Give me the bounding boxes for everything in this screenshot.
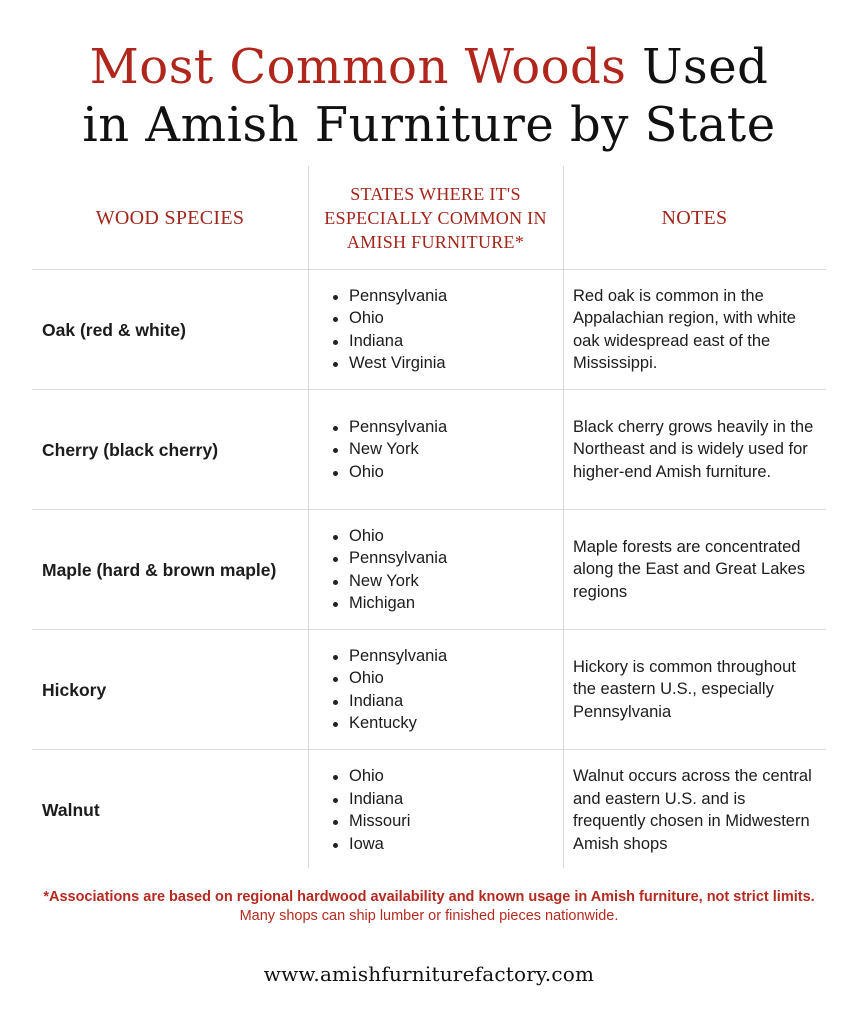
notes-cell: Red oak is common in the Appalachian region, with white oak widespread east of the Mississippi.: [573, 286, 796, 372]
species-cell: Walnut: [42, 800, 100, 820]
state-item: Pennsylvania: [332, 416, 563, 439]
state-item: Ohio: [332, 765, 563, 788]
state-item: Pennsylvania: [332, 645, 563, 668]
state-item: Ohio: [332, 667, 563, 690]
table-row: [32, 390, 826, 510]
website-url: www.amishfurniturefactory.com: [263, 962, 595, 986]
state-item: Indiana: [332, 330, 563, 353]
title-accent: Most Common Woods: [89, 39, 627, 95]
states-list: [332, 765, 563, 855]
state-item: Iowa: [332, 833, 563, 856]
state-item: Kentucky: [332, 712, 563, 735]
table-header-row: [32, 166, 826, 270]
state-item: Missouri: [332, 810, 563, 833]
header-notes: NOTES: [661, 206, 728, 229]
state-item: Ohio: [332, 461, 563, 484]
state-item: New York: [332, 570, 563, 593]
state-item: Indiana: [332, 690, 563, 713]
title-line-2: in Amish Furniture by State: [82, 97, 776, 153]
notes-cell: Hickory is common throughout the eastern U.S., especially Pennsylvania: [573, 657, 796, 721]
footnote-bold: *Associations are based on regional hardwood availability and known usage in Amish furniture, not strict limits.: [43, 889, 815, 905]
species-cell: Oak (red & white): [42, 319, 186, 340]
states-cell: [308, 416, 563, 484]
states-list: [332, 525, 563, 615]
species-cell: Cherry (black cherry): [42, 439, 219, 460]
states-list: [332, 416, 563, 484]
header-wood-species: WOOD SPECIES: [95, 206, 245, 229]
title-rest: Used: [626, 39, 769, 95]
states-cell: [308, 645, 563, 735]
footnote: [40, 888, 818, 926]
table-row: [32, 270, 826, 390]
wood-table: [32, 166, 826, 870]
header-states: STATES WHERE IT'S ESPECIALLY COMMON IN AMISH FURNITURE*: [324, 183, 547, 252]
state-item: Pennsylvania: [332, 547, 563, 570]
state-item: Ohio: [332, 307, 563, 330]
table-row: [32, 750, 826, 870]
state-item: Michigan: [332, 592, 563, 615]
states-list: [332, 645, 563, 735]
table-row: [32, 510, 826, 630]
states-cell: [308, 525, 563, 615]
notes-cell: Maple forests are concentrated along the East and Great Lakes regions: [573, 537, 806, 601]
notes-cell: Walnut occurs across the central and eastern U.S. and is frequently chosen in Midwestern Amish shops: [573, 767, 812, 853]
species-cell: Maple (hard & brown maple): [42, 559, 277, 580]
states-cell: [308, 285, 563, 375]
state-item: Ohio: [332, 525, 563, 548]
footnote-regular: Many shops can ship lumber or finished pieces nationwide.: [239, 908, 619, 924]
states-list: [332, 285, 563, 375]
state-item: Indiana: [332, 788, 563, 811]
states-cell: [308, 765, 563, 855]
species-cell: Hickory: [42, 679, 107, 700]
title-line-1: [0, 38, 858, 96]
notes-cell: Black cherry grows heavily in the Northeast and is widely used for higher-end Amish furniture.: [573, 417, 814, 481]
page-title: [0, 38, 858, 154]
state-item: New York: [332, 438, 563, 461]
state-item: Pennsylvania: [332, 285, 563, 308]
table-row: [32, 630, 826, 750]
state-item: West Virginia: [332, 352, 563, 375]
